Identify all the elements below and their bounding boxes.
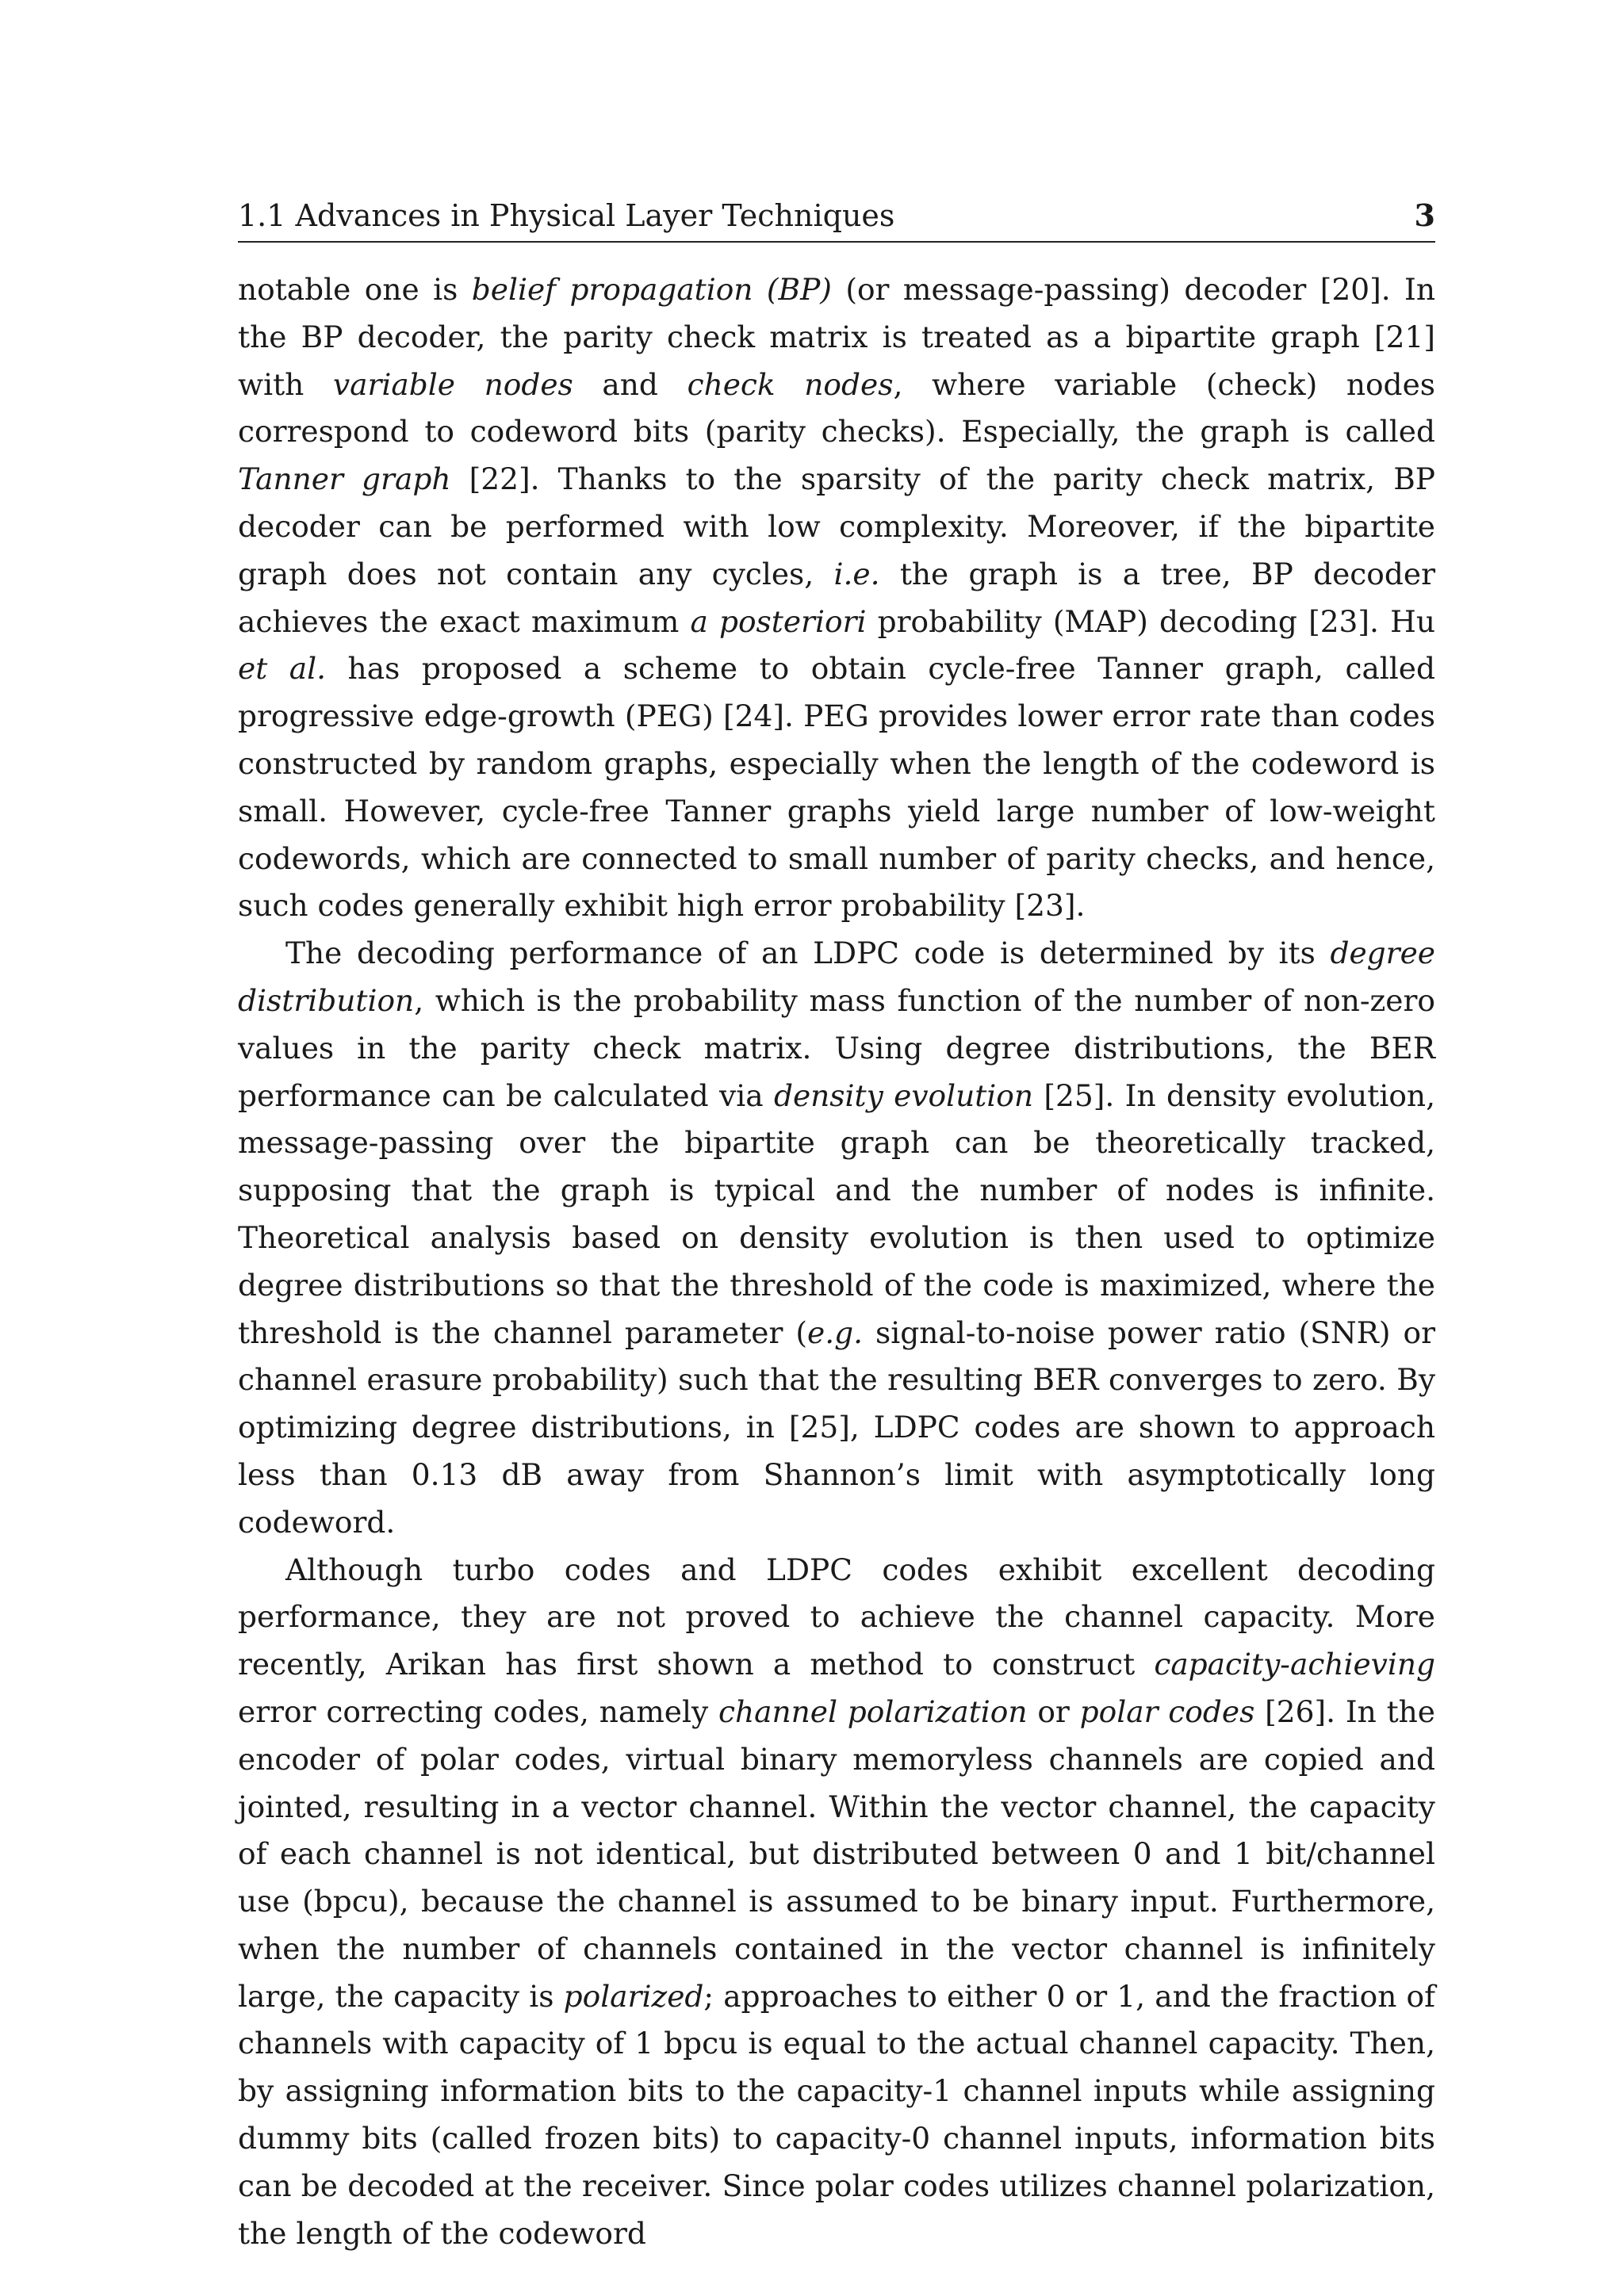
text-run: The decoding performance of an LDPC code is determined by its: [285, 936, 1331, 971]
text-run: [25]. In density evolution, message-passing over the bipartite graph can be theoretically tracked, supposing that the graph is typical and the number of nodes is infinite. Theoretical analysis based on density evolution is then used to optimize degree distributions so that the threshold of the code is maximized, where the threshold is the channel parameter (: [238, 1077, 1435, 1350]
text-run: , where variable (check) nodes correspond to codeword bits (parity checks). Especially, the graph is called: [238, 366, 1436, 450]
italic-text: degree distribution: [238, 936, 1435, 1018]
page: [238, 197, 1435, 2257]
text-run: has proposed a scheme to obtain cycle-free Tanner graph, called progressive edge-growth (PEG) [24]. PEG provides lower error rate than codes constructed by random graphs, especially when the length of the codeword is small. However, cycle-free Tanner graphs yield large number of low-weight codewords, which are connected to small number of parity checks, and hence, such codes generally exhibit high error probability [23].: [238, 651, 1435, 924]
italic-text: variable nodes: [332, 366, 573, 402]
italic-text: belief propagation (BP): [471, 272, 832, 307]
text-run: and: [573, 366, 688, 402]
page-number: 3: [1414, 197, 1435, 233]
body-text: [238, 266, 1435, 2257]
italic-text: Tanner graph: [238, 461, 451, 497]
text-run: [26]. In the encoder of polar codes, virtual binary memoryless channels are copied and jointed, resulting in a vector channel. Within the vector channel, the capacity of each channel is not identical, but distributed between 0 and 1 bit/channel use (bpcu), because the channel is assumed to be binary input. Furthermore, when the number of channels contained in the vector channel is infinitely large, the capacity is: [238, 1693, 1435, 2014]
italic-text: density evolution: [773, 1077, 1034, 1113]
running-header: [238, 197, 1435, 243]
text-run: (or message-passing) decoder [20]. In the BP decoder, the parity check matrix is treated as a bipartite graph [21] with: [238, 272, 1436, 402]
paragraph: [238, 930, 1435, 1546]
italic-text: e.g.: [807, 1314, 864, 1350]
text-run: error correcting codes, namely: [238, 1693, 718, 1729]
text-run: , which is the probability mass function of the number of non-zero values in the parity check matrix. Using degree distributions, the BER performance can be calculated via: [238, 982, 1435, 1113]
italic-text: capacity-achieving: [1154, 1647, 1435, 1682]
italic-text: check nodes: [687, 366, 894, 402]
paragraph: [238, 266, 1435, 930]
italic-text: a posteriori: [690, 603, 867, 639]
text-run: ; approaches to either 0 or 1, and the fraction of channels with capacity of 1 bpcu is equal to the actual channel capacity. Then, by assigning information bits to the capacity-1 channel inputs while assigning dummy bits (called frozen bits) to capacity-0 channel inputs, information bits can be decoded at the receiver. Since polar codes utilizes channel polarization, the length of the codeword: [238, 1978, 1435, 2251]
text-run: the graph is a tree, BP decoder achieves the exact maximum: [238, 556, 1435, 639]
text-run: [22]. Thanks to the sparsity of the parity check matrix, BP decoder can be performed with low complexity. Moreover, if the bipartite graph does not contain any cycles,: [238, 461, 1435, 591]
italic-text: polarized: [563, 1978, 704, 2014]
text-run: or: [1027, 1693, 1080, 1729]
italic-text: channel polarization: [718, 1693, 1028, 1729]
italic-text: i.e.: [833, 556, 880, 591]
text-run: notable one is: [238, 272, 472, 307]
italic-text: polar codes: [1079, 1693, 1255, 1729]
italic-text: et al.: [238, 651, 327, 687]
text-run: signal-to-noise power ratio (SNR) or channel erasure probability) such that the resulting BER converges to zero. By optimizing degree distributions, in [25], LDPC codes are shown to approach less than 0.13 dB away from Shannon’s limit with asymptotically long codeword.: [238, 1314, 1436, 1540]
paragraph: [238, 1547, 1435, 2258]
section-title: 1.1 Advances in Physical Layer Techniques: [238, 198, 895, 233]
text-run: Although turbo codes and LDPC codes exhibit excellent decoding performance, they are not proved to achieve the channel capacity. More recently, Arikan has first shown a method to construct: [238, 1552, 1435, 1682]
text-run: probability (MAP) decoding [23]. Hu: [866, 603, 1435, 639]
